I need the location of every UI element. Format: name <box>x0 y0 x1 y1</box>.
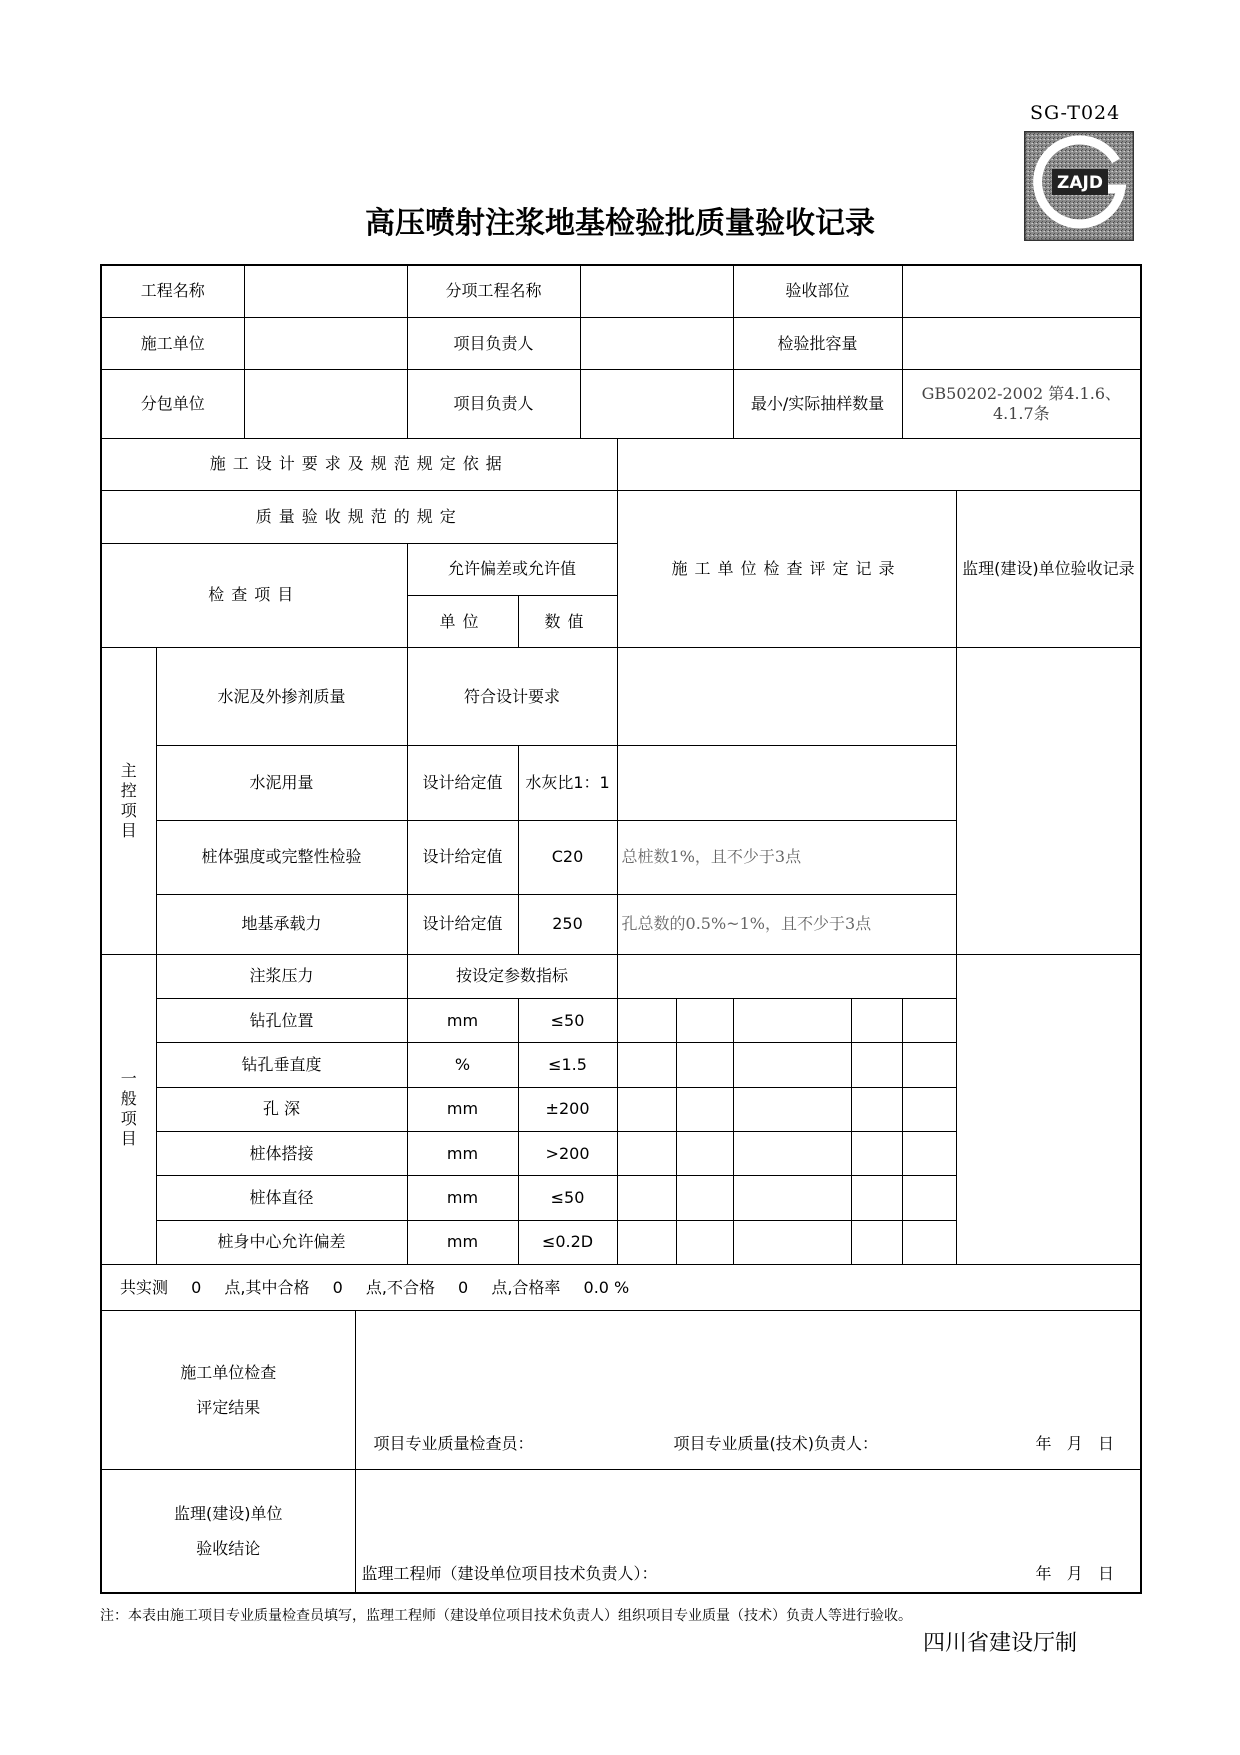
check-item-label: 检查项目 <box>101 543 407 648</box>
sample-count-label: 最小/实际抽样数量 <box>733 370 902 439</box>
construction-result-label: 施工单位检查 评定结果 <box>101 1311 355 1470</box>
sub-project-label: 分项工程名称 <box>407 265 580 317</box>
measure-cell[interactable] <box>617 1087 676 1131</box>
general-item-name: 桩体直径 <box>156 1176 407 1220</box>
measure-cell[interactable] <box>733 1220 851 1264</box>
batch-capacity-label: 检验批容量 <box>733 317 902 369</box>
general-item-name: 桩体搭接 <box>156 1131 407 1175</box>
tech-lead-label: 项目专业质量(技术)负责人： <box>673 1434 879 1454</box>
main-item-record[interactable]: 总桩数1%，且不少于3点 <box>617 820 956 895</box>
inspector-label: 项目专业质量检查员： <box>373 1434 534 1454</box>
measure-cell[interactable] <box>851 998 902 1042</box>
measure-cell[interactable] <box>733 1131 851 1175</box>
general-item-name: 孔 深 <box>156 1087 407 1131</box>
spec-provisions-label: 质量验收规范的规定 <box>101 491 617 543</box>
measure-cell[interactable] <box>902 998 956 1042</box>
construction-date-label: 年 月 日 <box>1035 1434 1115 1454</box>
tolerance-label: 允许偏差或允许值 <box>407 543 617 595</box>
measure-cell[interactable] <box>851 1220 902 1264</box>
main-item-record[interactable] <box>617 648 956 746</box>
measure-cell[interactable] <box>733 998 851 1042</box>
measure-cell[interactable] <box>676 998 733 1042</box>
main-item-name: 水泥用量 <box>156 746 407 821</box>
measure-cell[interactable] <box>851 1131 902 1175</box>
measure-cell[interactable] <box>733 1087 851 1131</box>
measure-cell[interactable] <box>851 1087 902 1131</box>
supervision-result-label: 监理(建设)单位 验收结论 <box>101 1470 355 1593</box>
project-name-label: 工程名称 <box>101 265 244 317</box>
measure-cell[interactable] <box>617 1176 676 1220</box>
sub-project-manager-label: 项目负责人 <box>407 370 580 439</box>
issuing-authority: 四川省建设厅制 <box>923 1631 1078 1656</box>
measure-cell[interactable] <box>902 1087 956 1131</box>
main-item-unit: 设计给定值 <box>407 820 518 895</box>
measure-cell[interactable] <box>676 1131 733 1175</box>
document-title: 高压喷射注浆地基检验批质量验收记录 <box>365 206 875 241</box>
measure-cell[interactable] <box>676 1087 733 1131</box>
main-item-value: C20 <box>518 820 617 895</box>
general-item-name: 桩身中心允许偏差 <box>156 1220 407 1264</box>
construction-unit-label: 施工单位 <box>101 317 244 369</box>
general-item-name: 钻孔垂直度 <box>156 1043 407 1087</box>
main-item-name: 桩体强度或完整性检验 <box>156 820 407 895</box>
general-item-unit: % <box>407 1043 518 1087</box>
measure-cell[interactable] <box>902 1176 956 1220</box>
measure-cell[interactable] <box>733 1176 851 1220</box>
measure-cell[interactable] <box>676 1043 733 1087</box>
supervision-result-field[interactable] <box>355 1470 1141 1593</box>
measured-count: 0 <box>191 1277 202 1297</box>
measure-cell[interactable] <box>617 1220 676 1264</box>
svg-text:ZAJD: ZAJD <box>1057 173 1103 193</box>
general-item-unit: mm <box>407 1131 518 1175</box>
project-manager-field[interactable] <box>580 317 733 369</box>
batch-capacity-field[interactable] <box>902 317 1141 369</box>
measure-cell[interactable] <box>902 1220 956 1264</box>
main-item-record[interactable] <box>617 746 956 821</box>
main-item-unit: 设计给定值 <box>407 746 518 821</box>
supervision-record-label: 监理(建设)单位验收记录 <box>956 491 1141 648</box>
engineer-label: 监理工程师（建设单位项目技术负责人）： <box>361 1564 658 1584</box>
footer-note: 注：本表由施工项目专业质量检查员填写，监理工程师（建设单位项目技术负责人）组织项目专业质量（技术）负责人等进行验收。 <box>100 1608 912 1624</box>
main-item-value: 水灰比1：1 <box>518 746 617 821</box>
sub-project-field[interactable] <box>580 265 733 317</box>
measure-cell[interactable] <box>733 1043 851 1087</box>
general-item-value: ≤50 <box>518 998 617 1042</box>
acceptance-record-table <box>100 264 1140 1594</box>
supervision-date-label: 年 月 日 <box>1035 1564 1115 1584</box>
general-item-name: 钻孔位置 <box>156 998 407 1042</box>
measure-cell[interactable] <box>902 1043 956 1087</box>
general-item-value: ±200 <box>518 1087 617 1131</box>
measure-cell[interactable] <box>617 1043 676 1087</box>
subcontractor-field[interactable] <box>244 370 407 439</box>
general-item-unit: mm <box>407 1220 518 1264</box>
construction-record-label: 施工单位检查评定记录 <box>617 491 956 648</box>
measure-cell[interactable] <box>676 1176 733 1220</box>
project-manager-label: 项目负责人 <box>407 317 580 369</box>
sub-project-manager-field[interactable] <box>580 370 733 439</box>
main-item-unit: 设计给定值 <box>407 895 518 954</box>
general-item-unit: mm <box>407 1176 518 1220</box>
general-item-record[interactable] <box>617 954 956 998</box>
measure-cell[interactable] <box>851 1043 902 1087</box>
unqualified-count: 0 <box>458 1277 469 1297</box>
standard-reference: GB50202-2002 第4.1.6、4.1.7条 <box>902 370 1141 439</box>
general-item-value: ≤50 <box>518 1176 617 1220</box>
main-supervision-record[interactable] <box>956 648 1141 954</box>
design-basis-label: 施工设计要求及规范规定依据 <box>101 438 617 490</box>
main-item-name: 地基承载力 <box>156 895 407 954</box>
general-item-unit: mm <box>407 1087 518 1131</box>
main-item-record[interactable]: 孔总数的0.5%~1%，且不少于3点 <box>617 895 956 954</box>
main-item-name: 水泥及外掺剂质量 <box>156 648 407 746</box>
acceptance-part-field[interactable] <box>902 265 1141 317</box>
main-item-value: 250 <box>518 895 617 954</box>
qualified-count: 0 <box>332 1277 343 1297</box>
measurement-summary: 共实测 0 点,其中合格 0 点,不合格 0 点,合格率 0.0 % <box>101 1264 1141 1310</box>
value-label: 数值 <box>518 595 617 647</box>
general-item-value: ≤1.5 <box>518 1043 617 1087</box>
form-code: SG-T024 <box>1030 102 1121 124</box>
main-item-spec: 符合设计要求 <box>407 648 617 746</box>
general-item-value: ≤0.2D <box>518 1220 617 1264</box>
acceptance-part-label: 验收部位 <box>733 265 902 317</box>
measure-cell[interactable] <box>617 998 676 1042</box>
main-control-label: 主 控 项 目 <box>101 648 156 954</box>
general-item-value: >200 <box>518 1131 617 1175</box>
measure-cell[interactable] <box>676 1220 733 1264</box>
unit-label: 单位 <box>407 595 518 647</box>
pass-rate: 0.0 % <box>583 1277 630 1297</box>
project-name-field[interactable] <box>244 265 407 317</box>
general-item-spec: 按设定参数指标 <box>407 954 617 998</box>
measure-cell[interactable] <box>902 1131 956 1175</box>
general-supervision-record[interactable] <box>956 954 1141 1264</box>
measure-cell[interactable] <box>851 1176 902 1220</box>
general-items-label: 一 般 项 目 <box>101 954 156 1264</box>
construction-result-field[interactable] <box>355 1311 1141 1470</box>
design-basis-field[interactable] <box>617 438 1141 490</box>
subcontractor-label: 分包单位 <box>101 370 244 439</box>
general-item-name: 注浆压力 <box>156 954 407 998</box>
construction-unit-field[interactable] <box>244 317 407 369</box>
general-item-unit: mm <box>407 998 518 1042</box>
measure-cell[interactable] <box>617 1131 676 1175</box>
